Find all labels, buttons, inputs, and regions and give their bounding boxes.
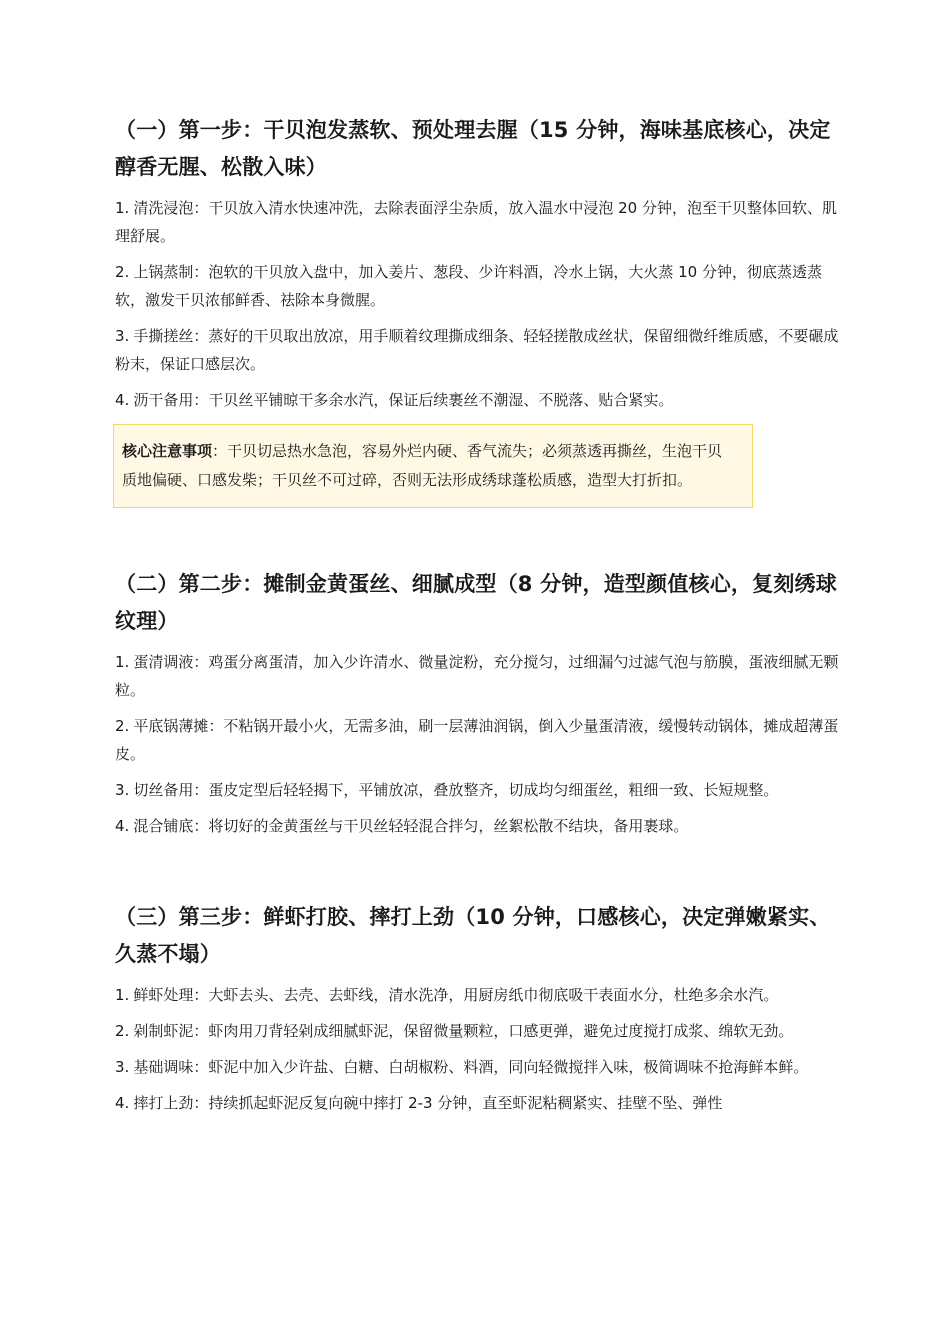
- section-step-one: [115, 112, 847, 508]
- section-step-three: [115, 899, 847, 1117]
- list-item: 2. 平底锅薄摊：不粘锅开最小火，无需多油，刷一层薄油润锅，倒入少量蛋清液，缓慢转动锅体，摊成超薄蛋皮。: [115, 717, 839, 763]
- step-list: [115, 981, 847, 1117]
- note-label: 核心注意事项: [122, 442, 213, 460]
- list-item: 4. 摔打上劲：持续抓起虾泥反复向碗中摔打 2-3 分钟，直至虾泥粘稠紧实、挂壁不坠、弹性: [115, 1094, 723, 1112]
- section-title: （三）第三步：鲜虾打胶、摔打上劲（10 分钟，口感核心，决定弹嫩紧实、久蒸不塌）: [115, 905, 831, 966]
- list-item: 1. 鲜虾处理：大虾去头、去壳、去虾线，清水洗净，用厨房纸巾彻底吸干表面水分，杜绝多余水汽。: [115, 986, 779, 1004]
- list-item: 2. 上锅蒸制：泡软的干贝放入盘中，加入姜片、葱段、少许料酒，冷水上锅，大火蒸 10 分钟，彻底蒸透蒸软，激发干贝浓郁鲜香、祛除本身微腥。: [115, 263, 822, 309]
- section-title: （二）第二步：摊制金黄蛋丝、细腻成型（8 分钟，造型颜值核心，复刻绣球纹理）: [115, 572, 837, 633]
- list-item: 3. 切丝备用：蛋皮定型后轻轻揭下，平铺放凉，叠放整齐，切成均匀细蛋丝，粗细一致、长短规整。: [115, 781, 779, 799]
- step-list: [115, 648, 847, 840]
- note-box: [113, 424, 753, 508]
- list-item: 1. 清洗浸泡：干贝放入清水快速冲洗，去除表面浮尘杂质，放入温水中浸泡 20 分钟，泡至干贝整体回软、肌理舒展。: [115, 199, 837, 245]
- list-item: 1. 蛋清调液：鸡蛋分离蛋清，加入少许清水、微量淀粉，充分搅匀，过细漏勺过滤气泡与筋膜，蛋液细腻无颗粒。: [115, 653, 839, 699]
- list-item: 4. 混合铺底：将切好的金黄蛋丝与干贝丝轻轻混合拌匀，丝絮松散不结块，备用裹球。: [115, 817, 689, 835]
- list-item: 3. 手撕搓丝：蒸好的干贝取出放凉，用手顺着纹理撕成细条、轻轻搓散成丝状，保留细微纤维质感，不要碾成粉末，保证口感层次。: [115, 327, 839, 373]
- list-item: 2. 剁制虾泥：虾肉用刀背轻剁成细腻虾泥，保留微量颗粒，口感更弹，避免过度搅打成浆、绵软无劲。: [115, 1022, 794, 1040]
- step-list: [115, 194, 847, 414]
- note-text: ：干贝切忌热水急泡，容易外烂内硬、香气流失；必须蒸透再撕丝，生泡干贝质地偏硬、口感发柴；干贝丝不可过碎，否则无法形成绣球蓬松质感，造型大打折扣。: [122, 442, 723, 489]
- list-item: 4. 沥干备用：干贝丝平铺晾干多余水汽，保证后续裹丝不潮湿、不脱落、贴合紧实。: [115, 391, 674, 409]
- section-step-two: [115, 566, 847, 840]
- list-item: 3. 基础调味：虾泥中加入少许盐、白糖、白胡椒粉、料酒，同向轻微搅拌入味，极简调味不抢海鲜本鲜。: [115, 1058, 809, 1076]
- section-title: （一）第一步：干贝泡发蒸软、预处理去腥（15 分钟，海味基底核心，决定醇香无腥、松散入味）: [115, 118, 831, 179]
